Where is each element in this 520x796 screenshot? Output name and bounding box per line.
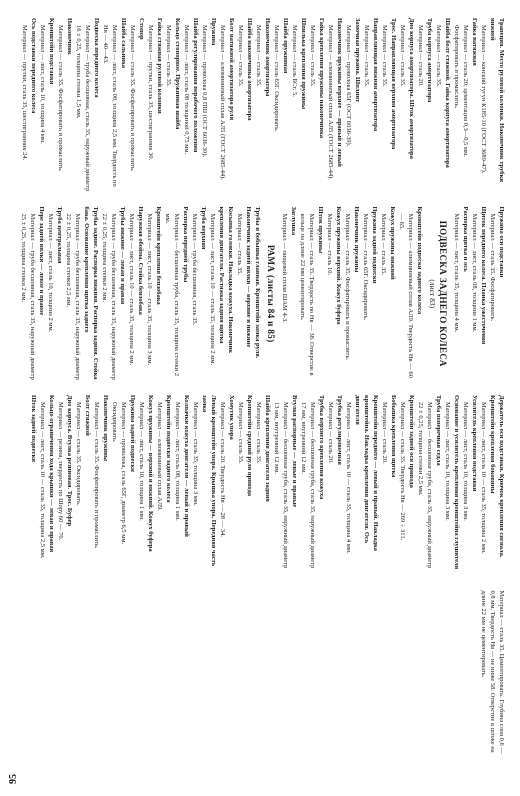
- material-spec: Материал — сталь 20. Твердость Нв — 28 — 34.: [219, 402, 226, 537]
- spec-entry: [190, 207, 208, 382]
- part-name: Усилитель крепления подставки: [471, 395, 478, 492]
- part-name: Шайба болт стяжной. Гайка корпуса амортизатора: [444, 18, 451, 168]
- material-spec: Материал — алюминиевый сплав АЛ5 (ГОСТ 2685-44).: [327, 25, 334, 180]
- material-spec: Материал — лист, сталь 10 — сталь 35, толщина 3 мм.: [146, 213, 153, 366]
- part-name: Дно корпуса амортизатора. Шток амортизатора: [408, 18, 415, 159]
- spec-entry: [163, 207, 190, 382]
- spec-entry: [218, 18, 236, 193]
- material-spec: Материал — проволока 0,8 ПШ (ОСТ 6036-39).: [201, 25, 208, 158]
- material-spec: Материал — прутки, сталь 35, шестигранник 30.: [147, 25, 154, 161]
- part-name: Направляющая нижняя амортизатора: [372, 18, 379, 132]
- spec-entry: [397, 207, 424, 382]
- part-name: Стопор: [138, 18, 145, 40]
- part-name: Наконечник пружины верхнее — правый и левый: [336, 18, 343, 167]
- material-spec: Материал — сталь 35. Фосфатировать и промаслить.: [129, 25, 136, 172]
- part-name: Левый кронштейн упора. Крышка упора. Передняя часть замка: [201, 395, 217, 567]
- part-name: Кожух пружины верхний. Кожух буфера: [335, 206, 342, 325]
- material-spec: Материал — труба бесшовная, сталь 35, наружный диаметр 22 ± 0,25, толщина стенки 2,5 мм.: [65, 213, 81, 380]
- spec-entry: [361, 207, 379, 382]
- part-name: Хомутик упора: [228, 395, 235, 440]
- material-spec: Материал — лист, сталь 08, толщина 1 мм.: [471, 213, 478, 333]
- material-spec: Материал — сталь 20.: [381, 402, 388, 464]
- spec-entry: [146, 18, 164, 193]
- spec-entry: [326, 18, 344, 193]
- spec-entry: [137, 395, 155, 570]
- spec-entry: [452, 207, 470, 382]
- part-name: Болт стяжной: [84, 395, 91, 436]
- spec-entry: [173, 395, 191, 570]
- spec-entry: [128, 18, 146, 193]
- part-name: Гайка крепления пружины наконечника: [318, 18, 325, 139]
- material-spec: Материал — сталь 20.: [327, 402, 334, 464]
- section-heading: [265, 207, 277, 382]
- spec-entry: [298, 207, 325, 382]
- part-name: Трос. Направляющая верхняя амортизатора: [390, 18, 397, 150]
- part-name: Ось подставки переднего колеса: [30, 18, 37, 114]
- material-spec: Материал — сталь 35.: [380, 213, 387, 276]
- material-spec: Материал — конский тугун К185-10 (ГОСТ 3689-47).: [480, 25, 487, 174]
- part-name: Шайба сальника: [120, 18, 127, 69]
- material-spec: Материал — лист, сталь 35, толщина 4 мм.: [453, 213, 460, 333]
- material-spec: Материал — лист, сталь 10 — сталь 35, толщина 2 мм.: [128, 213, 135, 366]
- spec-entry: [380, 395, 398, 570]
- material-spec: Материал — бесшовная труба, сталь 35, толщина стенки 2 мм.: [164, 213, 180, 377]
- spec-entry: [290, 18, 308, 193]
- material-spec: Материал — сталь 35.: [237, 402, 244, 464]
- material-spec: Материал — сталь БСт. 5.: [291, 25, 298, 97]
- spec-entry: [479, 18, 506, 193]
- page-number: 95: [8, 774, 19, 784]
- part-name: Колпачки кожуха двигателя — левый и правый: [183, 395, 190, 537]
- spec-entry: [380, 18, 398, 193]
- material-spec: Материал — бесшовная труба, сталь 35, наружный диаметр 17 мм, внутренний 12 мм.: [300, 402, 316, 569]
- section-subtitle: (лист 83): [428, 279, 437, 309]
- part-name: Трапеция. Место рулевой колонки. Наконечник трубки нижней: [489, 18, 505, 182]
- spec-entry: [38, 18, 56, 193]
- section-title: ПОДВЕСКА ЗАДНЕГО КОЛЕСА: [438, 220, 448, 367]
- material-spec: Материал — лист, сталь 10, толщина 2 мм.: [47, 213, 54, 333]
- spec-entry: [235, 207, 262, 382]
- material-spec: Материал — труба бесшовная, сталь 35, наружный диаметр 25 ± 0,25, толщина стенки 2 мм.: [20, 213, 36, 380]
- material-spec: Материал — бесшовная труба, сталь 35, наружный диаметр 22 ± 0,25, толщина стенки 2,5 мм.: [417, 402, 433, 569]
- spec-entry: [20, 18, 38, 193]
- material-spec: Материал — лист, сталь 10 — сталь 35, толщина 4 мм.: [345, 402, 352, 554]
- spec-entry: [398, 18, 416, 193]
- spec-entry: [272, 18, 290, 193]
- material-spec: Материал — сталь 35.: [165, 25, 172, 87]
- spec-entry: [452, 18, 479, 193]
- material-spec: Материал — сталь 35.: [435, 25, 442, 87]
- material-spec: Материал — лист, сталь 10 — сталь 35, толщина 2 мм.: [480, 402, 487, 554]
- part-name: Кольцо ограничения хода крышки — левая и правая: [48, 395, 55, 553]
- material-spec: Материал — бесшовная труба, сталь 35, наружный диаметр 13 мм, внутренний 12 мм.: [273, 402, 289, 569]
- material-spec: Материал — сталь 35. Фосфатировать.: [489, 213, 496, 322]
- part-name: Наконечник пружины: [353, 206, 360, 273]
- spec-entry: [56, 18, 74, 193]
- spec-entry: [38, 395, 56, 570]
- part-name: Щиток переднего колеса. Планка ужесточения: [480, 206, 487, 345]
- part-name: Распорка передней трубы: [182, 206, 189, 283]
- part-name: Пружина оси подставки: [498, 206, 505, 278]
- material-spec: Материал — сталь 10.: [326, 213, 333, 276]
- spec-entry: [379, 207, 397, 382]
- spec-entry: [236, 395, 254, 570]
- part-name: Трубы нижние — левая и правая: [119, 206, 126, 305]
- material-spec: Материал — сталь 35.: [255, 402, 262, 464]
- part-name: Основание и усилитель крепления кронштейна глушителя: [453, 395, 460, 570]
- material-spec: Материал — проволока 65Г (ОСТ 6036-39).: [345, 25, 352, 147]
- part-name: Втулки распорные — левые и правые: [291, 395, 298, 508]
- part-name: Бобышка крепления щитка: [390, 395, 397, 478]
- material-spec: Материал — сталь 35.: [363, 25, 370, 87]
- part-name: Шайба пружинная: [282, 18, 289, 74]
- spec-entry: [46, 207, 64, 382]
- part-name: Трубка регулировочная: [336, 395, 343, 465]
- part-name: Наконечник: [66, 18, 73, 55]
- part-name: Заглушка: [290, 206, 297, 236]
- material-spec: Материал — алюминиевый сплав АЛ5 (ГОСТ 2685-44).: [219, 25, 226, 180]
- material-spec: Материал — алюминиевый сплав АЛ9.: [156, 402, 163, 511]
- material-spec: Материал — сталь 35. Цементировать. Глубина слоя 0,6 — 0,8 мм. Твердость Нв — не ниже 58. Отверстие в штоке на длине 22 мм не цементировать.: [480, 590, 505, 754]
- spec-entry: [218, 395, 236, 570]
- material-spec: Материал — проволока, сталь 65Г, диаметр 6,5 мм. Оксидировать.: [111, 402, 127, 545]
- part-name: Труба верхняя: [200, 206, 207, 250]
- part-name: Кронштейн задней оси привода: [408, 395, 415, 488]
- spec-entry: [325, 207, 343, 382]
- spec-entry: [461, 395, 479, 570]
- spec-entry: [164, 18, 182, 193]
- spec-entry: [362, 18, 380, 193]
- part-name: Держатель оси подставки. Крючок крепления сигнала. Кронштейн крепления боковины: [489, 395, 505, 558]
- material-spec: Материал — лист, сталь 10, толщина 3 мм.: [444, 402, 451, 521]
- part-name: Трубы и бобышка главная. Кронштейн замка руля. Наконечник задней вилки — верхние и нижние: [245, 206, 261, 359]
- section-heading: [427, 207, 449, 382]
- part-name: Кронштейн подставки: [48, 18, 55, 85]
- part-name: Кронштейн переднего — левый и правый. Накладка кронштейна. Накладка крепления двигателя. Ось двигателя: [354, 395, 379, 551]
- part-name: Шайба крепления двигателя задняя: [264, 395, 271, 502]
- spec-entry: [343, 207, 361, 382]
- spec-entry: [56, 395, 74, 570]
- part-name: Кольцо стопорное. Пружинная шайба: [174, 18, 181, 130]
- part-name: Шпилька крепления пружины: [300, 18, 307, 110]
- part-name: Шайба регулирования нерабочего положения: [192, 18, 199, 153]
- spec-entry: [208, 207, 235, 382]
- spec-entry: [101, 18, 128, 193]
- spec-entry: [74, 395, 92, 570]
- spec-entry: [191, 395, 218, 570]
- spec-entry: [272, 395, 299, 570]
- part-name: Кожух пружины — верхний и нижний. Кожух буфера: [147, 395, 154, 552]
- material-spec: Материал — сталь 35, толщина 3 мм.: [192, 402, 199, 506]
- spec-entry: [100, 207, 127, 382]
- material-spec: Материал — сталь 35. Твердость Нв — 269 ÷ 311.: [399, 402, 406, 541]
- material-spec: Материал — лист, сталь 08, толщина 2,5 мм. Твердость по Нв — 40—43.: [102, 25, 118, 187]
- spec-entry: [416, 18, 434, 193]
- spec-entry: [470, 207, 488, 382]
- spec-entry: [127, 207, 145, 382]
- spec-entry: [416, 395, 443, 570]
- material-spec: Материал — сталь 35.: [237, 25, 244, 87]
- material-spec: Материал — сталь 35. Фосфатировать и промаслить.: [344, 213, 351, 361]
- material-spec: Материал — алюминиевый сплав АЛ9. Твердость Нв — 60 — 65.: [398, 213, 414, 378]
- material-spec: Материал — лист, сталь 10, толщина 3 мм.: [462, 402, 469, 521]
- spec-entry: [182, 18, 200, 193]
- material-spec: Материал — сталь 35.: [399, 25, 406, 87]
- part-name: Пружина задней подвески: [129, 395, 136, 472]
- part-name: Пружина задней подвески: [371, 206, 378, 284]
- spec-entry: [110, 395, 137, 570]
- part-name: Кронштейн крепления бензобака: [155, 206, 162, 305]
- part-name: Гайка стяжная рулевой колонки: [156, 18, 163, 114]
- material-spec: Материал — сталь 20.: [417, 25, 424, 87]
- part-name: Труба корпуса амортизатора: [426, 18, 433, 103]
- part-name: Болт натяжной амортизатора руля: [228, 18, 235, 121]
- part-name: Косынка головки. Накладка кожуха. Наконечник крепления двигателя. Растяжка задняя щитка: [218, 206, 234, 354]
- part-name: Кронштейн средний руля привода: [246, 395, 253, 497]
- part-name: Шайба наконечника амортизатора: [246, 18, 253, 121]
- spec-entry: [344, 395, 380, 570]
- material-spec: Материал — труба бесшовная, сталь 35, наружный диаметр 16 ± 0,25, толщина стенки 1,5 мм.: [75, 25, 91, 192]
- part-name: Наружная обойма. Стойка бензобака: [137, 206, 144, 315]
- part-name: Гайка натяжная: [471, 18, 478, 66]
- part-name: Подвеска переднего колеса: [93, 18, 100, 98]
- material-spec: Материал — сталь 35.: [255, 25, 262, 87]
- part-name: Распорка щитка и ось: [462, 206, 469, 272]
- material-spec: Материал — сталь 35. Твердость по Нв — 38. Отверстие в кольце на длине 22 мм цементировать.: [299, 213, 315, 376]
- spec-entry: [145, 207, 163, 382]
- material-spec: Материал — лист, сталь 10 — сталь 35, толщина 2,5 мм.: [39, 402, 46, 559]
- spec-entry: [200, 18, 218, 193]
- material-spec: Материал — лист, сталь 08 толщиной 0,75 мм.: [183, 25, 190, 155]
- material-spec: Материал — резина, твердость по Шору 60 — 70.: [57, 402, 64, 541]
- spec-entry: [443, 395, 461, 570]
- spec-entry: [488, 207, 506, 382]
- part-name: Шток пружины: [317, 206, 324, 254]
- spec-entry: [280, 207, 298, 382]
- section-title: РАМА (листы 84 и 85): [266, 244, 276, 343]
- spec-entry: [254, 18, 272, 193]
- spec-entry: [92, 395, 110, 570]
- part-name: Труба поперечная седла: [435, 395, 442, 466]
- part-name: Кронштейн подвески заднего колеса: [165, 395, 172, 503]
- spec-entry: [434, 18, 452, 193]
- part-name: Наконечник пружины: [102, 395, 109, 461]
- material-spec: Материал — лист, сталь 10 — сталь 35, толщина 2 мм.: [209, 213, 216, 366]
- material-spec: Материал — сталь 35. Фосфатировать и промаслить.: [57, 25, 64, 172]
- part-name: Наконечник амортизатора: [264, 18, 271, 97]
- spec-entry: [398, 395, 416, 570]
- material-spec: Материал — лист, сталь 10, толщина 1 мм.: [138, 402, 145, 521]
- spec-entry: [308, 18, 326, 193]
- spec-entry: [236, 18, 254, 193]
- part-name: Замочная пружина. Шплинт: [354, 18, 361, 103]
- spec-entry: [155, 395, 173, 570]
- material-spec: Материал — сталь 20; цементация 0,3—0,5 мм. Фосфатировать и промаслить.: [453, 25, 469, 157]
- part-name: Пере задней вилки — левое и правое: [38, 206, 45, 316]
- part-name: Кронштейн подвески заднего колеса: [416, 206, 423, 315]
- spec-entry: [19, 207, 46, 382]
- material-spec: Материал — лист, сталь 08, толщина 1 мм.: [174, 402, 181, 521]
- part-name: Кожух пружины нижний: [389, 206, 396, 280]
- part-name: Трубы задние. Распорка нижняя. Распорка задняя. Стойка бака. Основание крепления щитка заднего: [83, 206, 99, 380]
- spec-entry: [326, 395, 344, 570]
- material-spec: Материал — сталь 65Г. Оксидировать.: [273, 25, 280, 132]
- part-name: Пружина: [210, 18, 217, 46]
- part-name: Трубка верхнего крепления кожуха: [318, 395, 325, 500]
- material-spec: Материал — сталь 35. Фосфатировать и промаслить.: [93, 402, 100, 549]
- material-spec: Материал — лист, сталь 10, толщина 4 мм.: [39, 25, 46, 144]
- text-columns: [16, 18, 506, 758]
- material-spec: Материал — сталь 35.: [381, 25, 388, 87]
- material-spec: Материал — труба бесшовная, сталь 35, наружный диаметр 22 ± 0,25, толщина стенки 2 мм.: [101, 213, 117, 380]
- material-spec: Материал — сталь 65Г. Оксидировать.: [362, 213, 369, 321]
- material-spec: Материал — сталь 35. Оксидировать.: [75, 402, 82, 506]
- spec-entry: [479, 395, 506, 570]
- spec-entry: [64, 207, 100, 382]
- material-spec: Материал — труба бесшовная, сталь 35.: [191, 213, 198, 326]
- part-name: Дно корпуса. Втулка резиновая. Трос. Буфер: [66, 395, 73, 527]
- part-name: Труба центральная: [56, 206, 63, 264]
- spec-entry: [254, 395, 272, 570]
- material-spec: Материал — сталь 35.: [309, 25, 316, 87]
- spec-entry: [299, 395, 326, 570]
- spec-entry: [344, 18, 362, 193]
- material-spec: Материал — сталь 35.: [236, 213, 243, 276]
- spec-entry: [74, 18, 101, 193]
- part-name: Шток задней подвески: [30, 395, 37, 462]
- material-spec: Материал — прутки, сталь 35, шестигранник 24.: [21, 25, 28, 161]
- material-spec: Материал — пищевой сплав ШАМ 4-3.: [281, 213, 288, 323]
